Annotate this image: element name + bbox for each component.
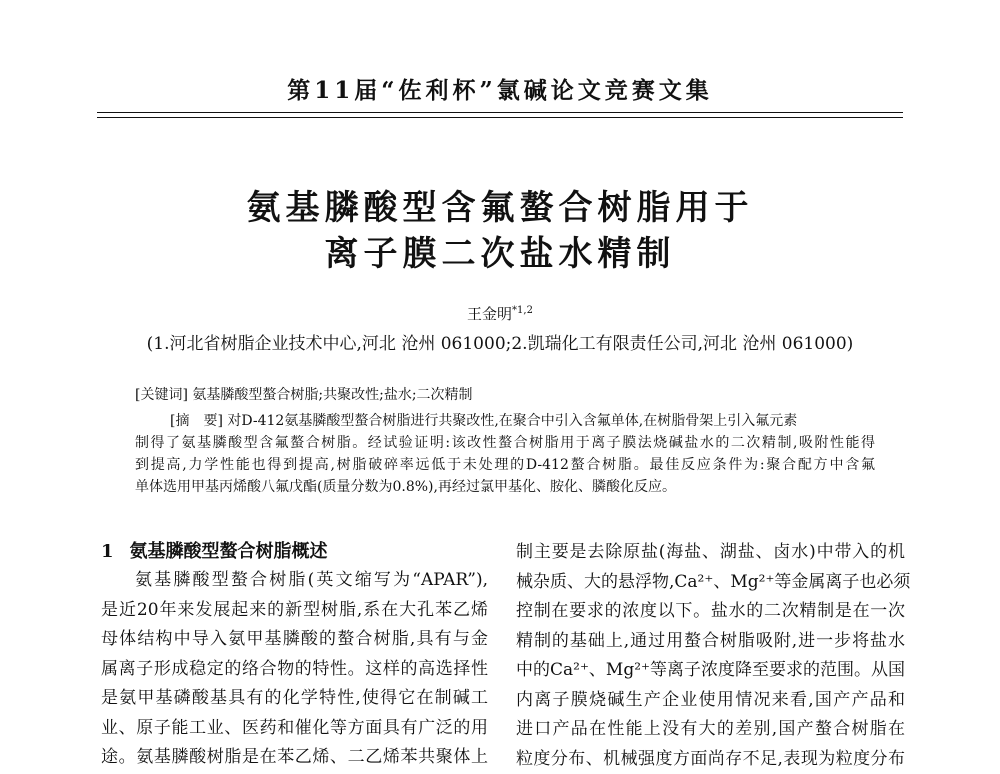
keywords xyxy=(135,384,875,404)
section-number: 1 xyxy=(101,541,114,562)
author xyxy=(0,303,1000,324)
section-heading xyxy=(101,538,488,566)
abstract xyxy=(135,410,875,498)
body-line: 属离子形成稳定的络合物的特性。这样的高选择性 xyxy=(101,655,488,685)
abstract-line xyxy=(135,410,875,432)
abstract-line: 制得了氨基膦酸型含氟螯合树脂。经试验证明:该改性螯合树脂用于离子膜法烧碱盐水的二次精制,吸附性能得 xyxy=(135,432,875,454)
body-line: 是氨甲基磷酸基具有的化学特性,使得它在制碱工 xyxy=(101,684,488,714)
author-marks: *1,2 xyxy=(512,305,533,316)
keywords-label: [关键词] xyxy=(135,387,188,403)
abstract-label: [摘 要] xyxy=(170,413,223,429)
body-line: 途。氨基膦酸树脂是在苯乙烯、二乙烯苯共聚体上 xyxy=(101,743,488,773)
abstract-line-text: 对D-412氨基膦酸型螯合树脂进行共聚改性,在聚合中引入含氟单体,在树脂骨架上引入氟元素 xyxy=(227,413,797,429)
body-line: 氨基膦酸型螯合树脂(英文缩写为“APAR”), xyxy=(101,566,488,596)
header-rule-top xyxy=(97,112,903,113)
abstract-line: 单体选用甲基丙烯酸八氟戊酯(质量分数为0.8%),再经过氯甲基化、胺化、膦酸化反应。 xyxy=(135,476,875,498)
header-rule-bottom xyxy=(97,117,903,118)
body-line: 制主要是去除原盐(海盐、湖盐、卤水)中带入的机 xyxy=(516,538,905,568)
body-line: 械杂质、大的悬浮物,Ca²⁺、Mg²⁺等金属离子也必须 xyxy=(516,568,905,598)
body-line: 进口产品在性能上没有大的差别,国产螯合树脂在 xyxy=(516,715,905,745)
abstract-line: 到提高,力学性能也得到提高,树脂破碎率远低于未处理的D-412螯合树脂。最佳反应条件为:聚合配方中含氟 xyxy=(135,454,875,476)
body-column-left xyxy=(101,538,488,773)
section-title: 氨基膦酸型螯合树脂概述 xyxy=(130,541,328,562)
running-header: 第11届“佐利杯”氯碱论文竞赛文集 xyxy=(0,72,1000,105)
keywords-text: 氨基膦酸型螯合树脂;共聚改性;盐水;二次精制 xyxy=(192,387,472,403)
body-line: 业、原子能工业、医药和催化等方面具有广泛的用 xyxy=(101,714,488,744)
body-line: 母体结构中导入氨甲基膦酸的螯合树脂,具有与金 xyxy=(101,625,488,655)
paper-title-line-2: 离子膜二次盐水精制 xyxy=(0,226,1000,275)
body-line: 精制的基础上,通过用螯合树脂吸附,进一步将盐水 xyxy=(516,627,905,657)
affiliation: (1.河北省树脂企业技术中心,河北 沧州 061000;2.凯瑞化工有限责任公司,河北 沧州 061000) xyxy=(0,329,1000,354)
body-column-right xyxy=(516,538,905,774)
body-line: 控制在要求的浓度以下。盐水的二次精制是在一次 xyxy=(516,597,905,627)
author-name: 王金明 xyxy=(467,305,512,323)
body-line: 是近20年来发展起来的新型树脂,系在大孔苯乙烯 xyxy=(101,596,488,626)
body-line: 中的Ca²⁺、Mg²⁺等离子浓度降至要求的范围。从国 xyxy=(516,656,905,686)
body-line: 粒度分布、机械强度方面尚存不足,表现为粒度分布 xyxy=(516,745,905,774)
body-line: 内离子膜烧碱生产企业使用情况来看,国产产品和 xyxy=(516,686,905,716)
paper-title-line-1: 氨基膦酸型含氟螯合树脂用于 xyxy=(0,180,1000,229)
